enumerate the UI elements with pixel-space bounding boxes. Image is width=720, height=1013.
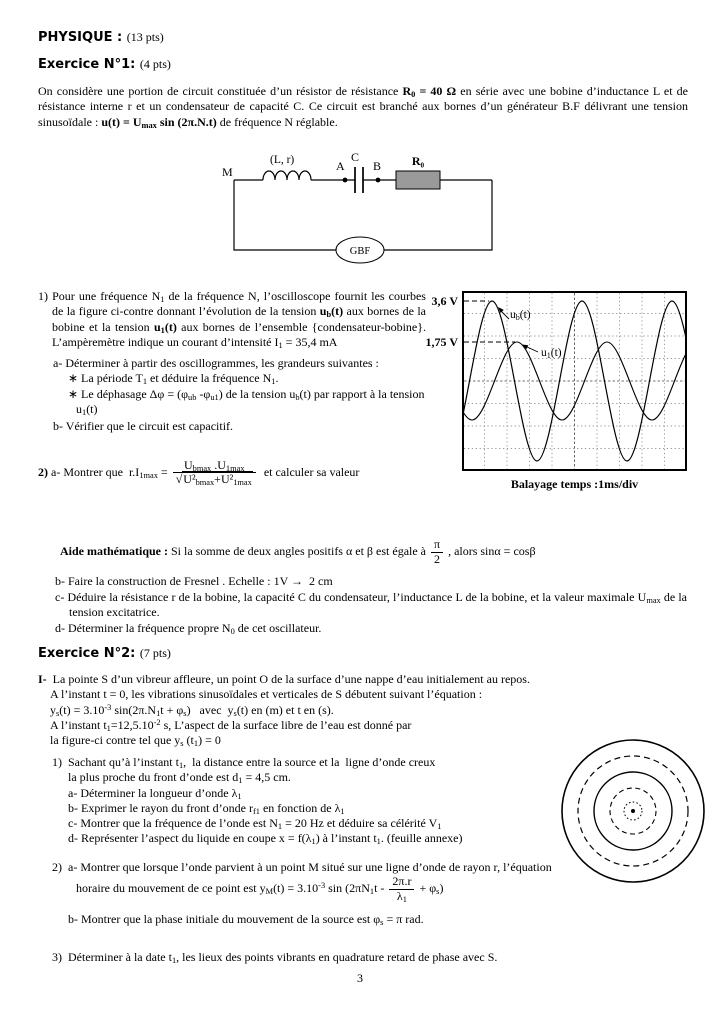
node-A-dot bbox=[343, 178, 348, 183]
scope-voltage-label-ub: 3,6 V bbox=[431, 294, 458, 308]
exercise1-title-line bbox=[38, 57, 171, 72]
ex1-q1-block bbox=[38, 289, 426, 487]
circuit-figure bbox=[208, 150, 518, 272]
exercise1-points: (4 pts) bbox=[139, 57, 171, 71]
scope-curve-label-u1: $u_1(t)$ bbox=[541, 347, 562, 360]
intro-line: $y_s(t) = 3.10^{-3}$ $\sin(2\pi.N_1t + \varphi_s)$ avec $y_s(t)$ en (m) et t en (s). bbox=[50, 702, 334, 718]
q1-item-b: b- Exprimer le rayon du front d’onde $r_{f1}$ en fonction de $\lambda_1$ bbox=[68, 800, 345, 816]
node-B-dot bbox=[376, 178, 381, 183]
intro-line: la figure-ci contre tel que $y_s$ $(t_1) = 0$ bbox=[50, 733, 221, 749]
wave-source-dot bbox=[631, 809, 635, 813]
q1-header-line1: 1) Sachant qu’à l’instant $t_1$, la distance entre la source et la ligne d’onde creux bbox=[52, 755, 436, 771]
label-B: B bbox=[373, 159, 382, 173]
label-GBF: GBF bbox=[349, 246, 371, 257]
math-hint-line: Aide mathématique : Si la somme de deux angles positifs α et β est égale à $\frac{\pi}{2}$ , alors sinα = cosβ bbox=[60, 537, 536, 566]
exercise1-intro: On considère une portion de circuit constituée d’un résistor de résistance $R_0 = 40$ Ω en série avec une bobine d’inductance L et de résistance interne r et un condensateur de capacité C. Ce circuit est branché aux bornes d’un générateur B.F délivrant une tension sinusoïdale : $u(t) = U_{max}$ sin (2π.N.t) de fréquence N réglable. bbox=[38, 84, 688, 130]
exercise2-points: (7 pts) bbox=[139, 646, 171, 660]
intro-line: I- La pointe S d’un vibreur affleure, un point O de la surface d’une nappe d’eau initialement au repos. bbox=[38, 672, 530, 686]
label-coil: (L, r) bbox=[270, 154, 295, 166]
exercise2-title-line bbox=[38, 646, 171, 661]
q2-item-d: d- Déterminer la fréquence propre $N_0$ de cet oscillateur. bbox=[55, 621, 322, 637]
q1-item-c: c- Montrer que la fréquence de l’onde est $N_1 = 20$ Hz et déduire sa célérité $V_1$ bbox=[68, 816, 442, 832]
label-M: M bbox=[222, 165, 233, 179]
q2-item-c: c- Déduire la résistance r de la bobine, la capacité C du condensateur, l’inductance L de la bobine, et la valeur maximale $U_{max}$ de la tension excitatrice. bbox=[55, 590, 687, 620]
q2-item-a: 2) a- Montrer que $r.I_{1max}$ = $\frac{U_{bmax} .U_{1max}}{√U^2_{bmax}+U^2_{1max}}$ et calculer sa valeur bbox=[38, 457, 360, 488]
intro-line: A l’instant $t_1=12,5.10^{-2}$ s, L’aspect de la surface libre de l’eau est donné par bbox=[50, 717, 412, 733]
q1-item-a1: ∗ La période $T_1$ et déduire la fréquence $N_1$. bbox=[68, 371, 279, 387]
scope-voltage-label-u1: 1,75 V bbox=[425, 335, 458, 349]
circuit-diagram bbox=[208, 150, 518, 268]
exercise1-title: Exercice N°1: bbox=[38, 57, 136, 72]
document-title: PHYSIQUE : bbox=[38, 30, 123, 45]
q1-header-line2: la plus proche du front d’onde est $d_1 = 4,5$ cm. bbox=[68, 770, 291, 786]
resistor-box bbox=[396, 171, 440, 189]
q1-item-d: d- Représenter l’aspect du liquide en coupe $x = f(\lambda_1)$ à l’instant $t_1$. (feuille annexe) bbox=[68, 831, 463, 847]
q1-item-a: a- Déterminer la longueur d’onde $\lambda_1$ bbox=[68, 785, 242, 801]
ex2-q3-line: 3) Déterminer à la date $t_1$, les lieux des points vibrants en quadrature retard de phase avec S. bbox=[52, 950, 498, 966]
q1-item-a: a- Déterminer à partir des oscillogrammes, les grandeurs suivantes : bbox=[53, 356, 379, 371]
label-A: A bbox=[336, 159, 345, 173]
ex2-q1-block bbox=[52, 755, 560, 847]
ex2-q2-block bbox=[52, 860, 687, 927]
page-number: 3 bbox=[357, 971, 363, 985]
q1-item-a2: ∗ Le déphasage $\Delta\varphi = (\varphi_{ub}$ $-\varphi_{u1}$) de la tension $u_b(t)$ par rapport à la tension $u_1(t)$ bbox=[68, 386, 425, 418]
q2-line1: 2) a- Montrer que lorsque l’onde parvient à un point M situé sur une ligne d’onde de rayon r, l’équation bbox=[52, 860, 552, 874]
intro-line: A l’instant t = 0, les vibrations sinusoïdales et verticales de S débutent suivant l’équation : bbox=[50, 687, 483, 702]
oscilloscope-screen bbox=[462, 291, 687, 471]
q2-item-b: b- Montrer que la phase initiale du mouvement de la source est $\varphi_s = \pi$ rad. bbox=[68, 911, 424, 927]
q1-paragraph: 1) Pour une fréquence $N_1$ de la fréquence N, l’oscilloscope fournit les courbes de la figure ci-contre donnant l’évolution de la tension $u_b(t)$ aux bornes de la bobine et la tension $u_1(t)$ aux bornes de l’ensemble {condensateur-bobine}. L’ampèremètre indique un courant d’intensité $I_1 = 35,4$ mA bbox=[38, 289, 426, 350]
scope-caption: Balayage temps :1ms/div bbox=[510, 477, 639, 491]
q2-item-b: b- Faire la construction de Fresnel . Echelle : 1V → 2 cm bbox=[55, 574, 333, 588]
scope-curve-label-ub: $u_b(t)$ bbox=[510, 309, 531, 322]
label-C: C bbox=[350, 150, 360, 164]
q2-line2: horaire du mouvement de ce point est $y_M(t) = 3.10^{-3}$ $\sin (2\pi N_1t$ - $\frac{2\pi.r}{\lambda_1}$ + $\varphi_s$) bbox=[76, 874, 444, 905]
document-title-line bbox=[38, 30, 164, 45]
oscilloscope-figure bbox=[462, 291, 687, 475]
q1-item-b: b- Vérifier que le circuit est capacitif. bbox=[53, 419, 234, 434]
document-points: (13 pts) bbox=[126, 30, 164, 44]
exercise2-title: Exercice N°2: bbox=[38, 646, 136, 661]
inductor-coil bbox=[263, 171, 311, 180]
label-R0: R₀ bbox=[411, 154, 425, 168]
